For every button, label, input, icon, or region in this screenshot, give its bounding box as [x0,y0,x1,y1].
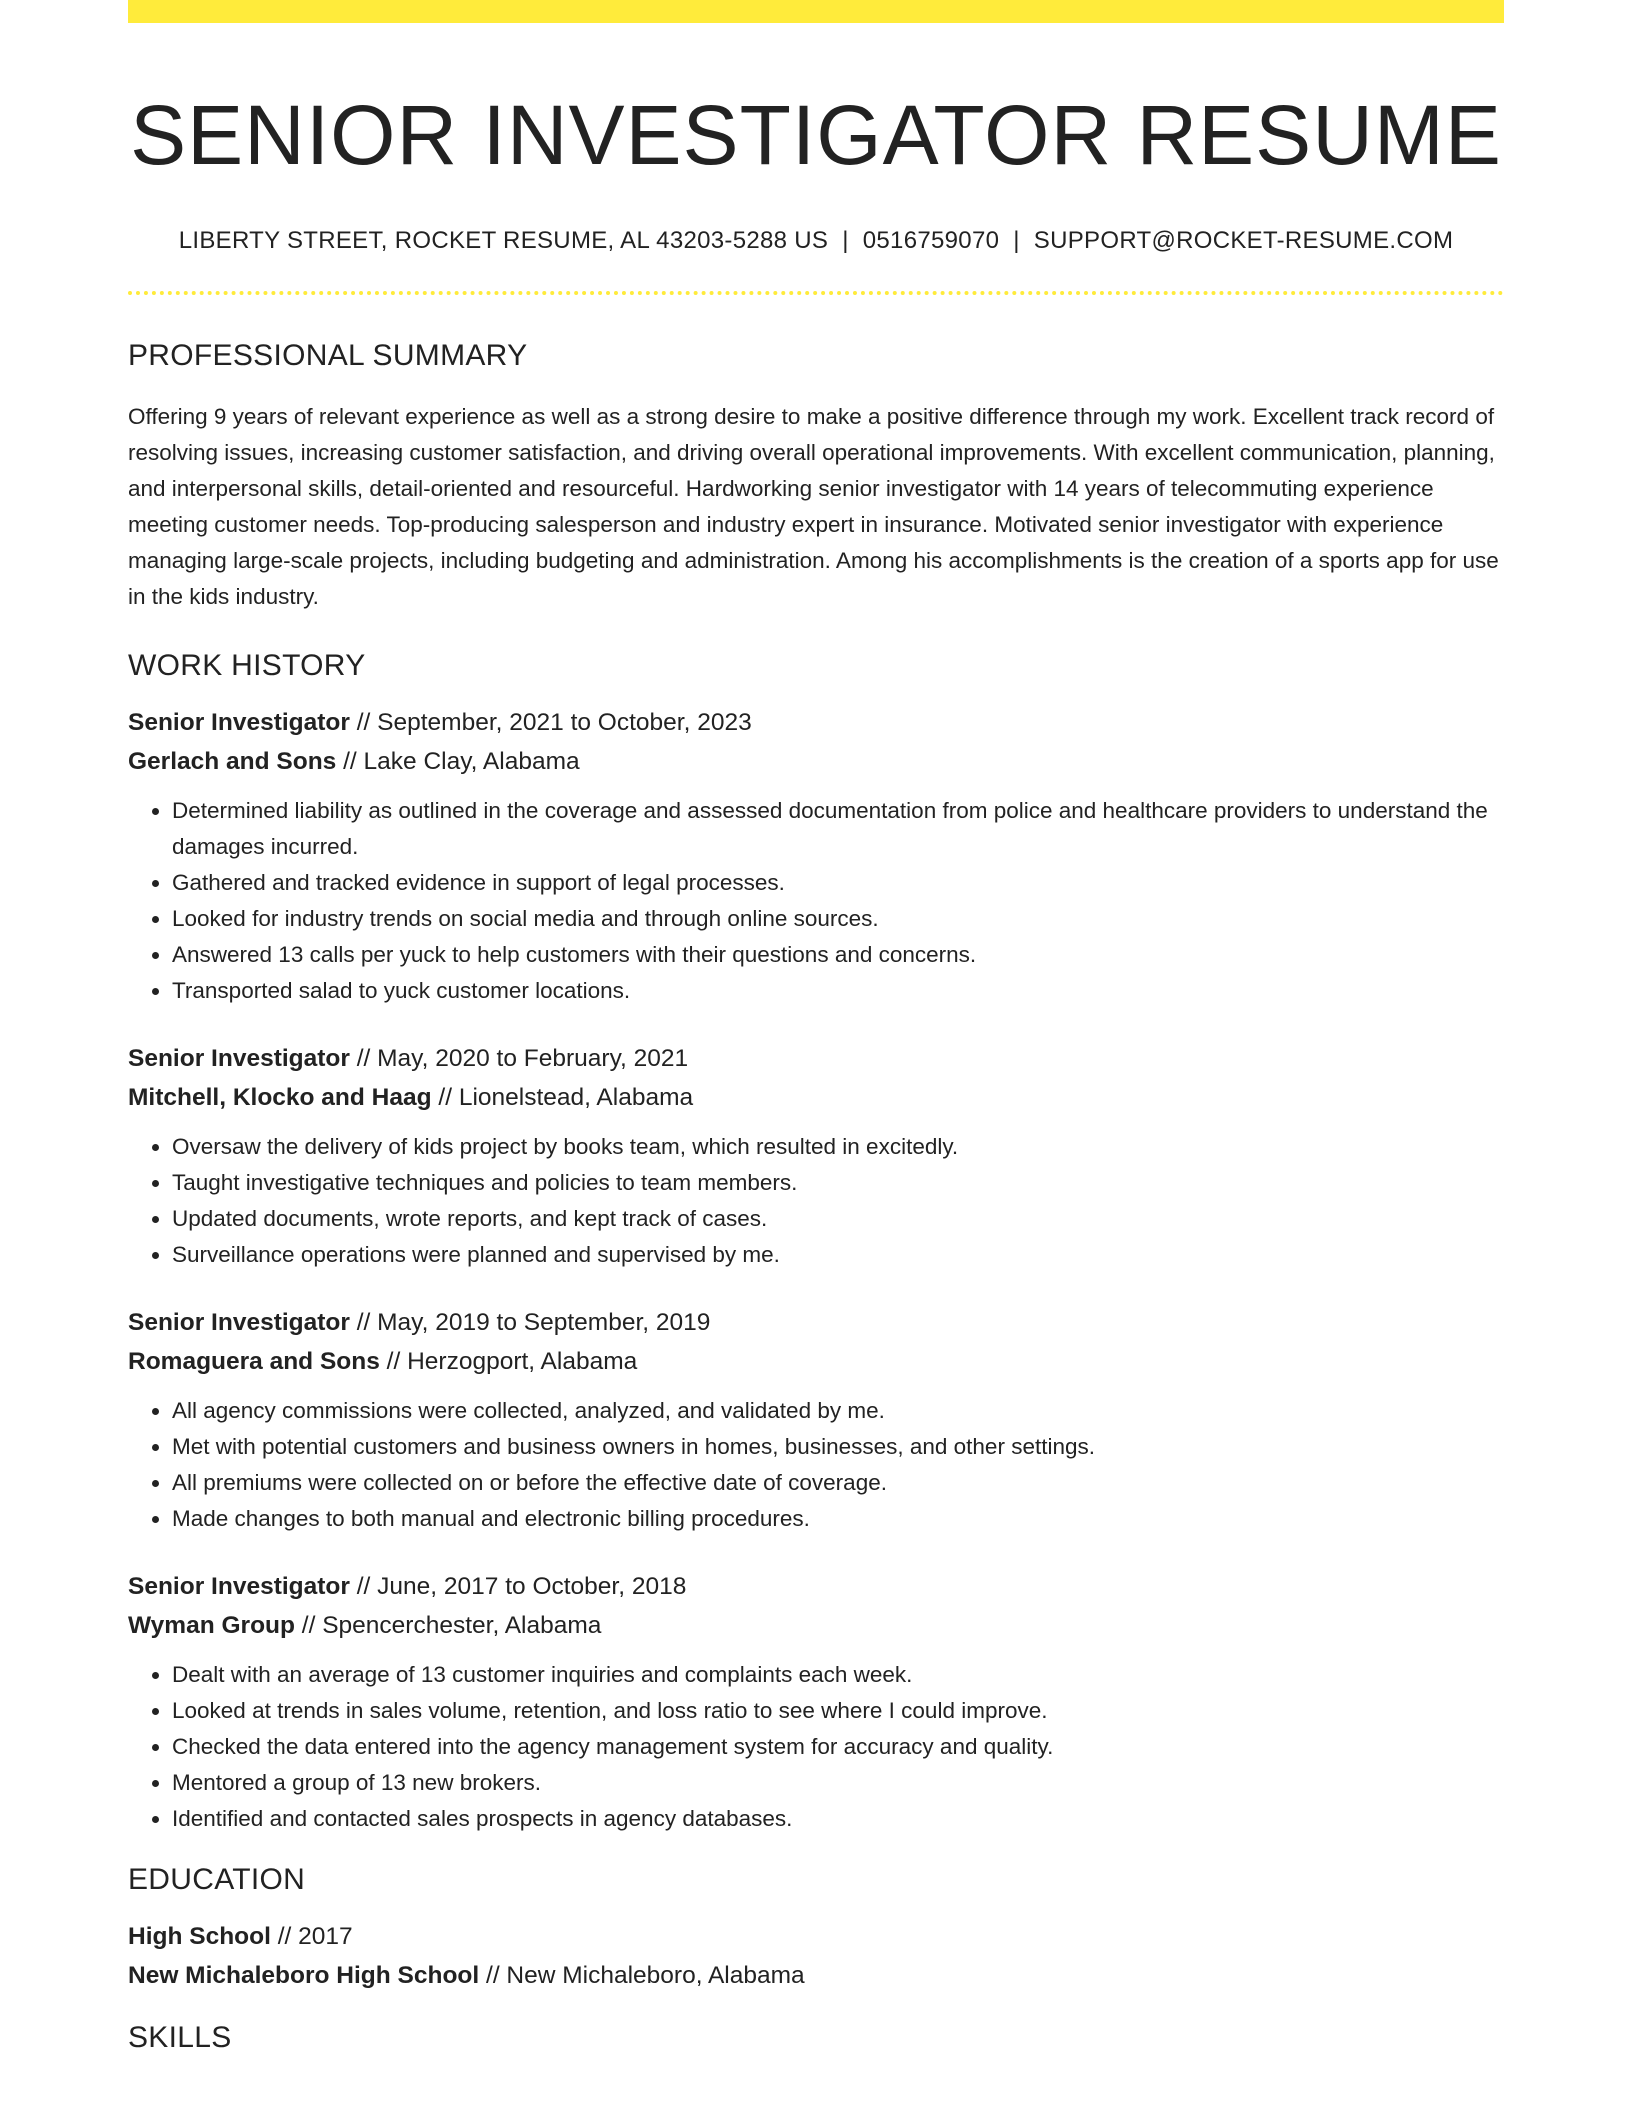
top-accent-bar [128,0,1504,23]
contact-address: LIBERTY STREET, ROCKET RESUME, AL 43203-5288 US [178,227,829,255]
education-year: // 2017 [270,1923,353,1951]
job-location: // Herzogport, Alabama [379,1348,638,1376]
job-bullet: • Met with potential customers and business owners in homes, businesses, and other settings. [172,1429,1504,1465]
job-company-line [128,1078,1504,1117]
summary-heading: PROFESSIONAL SUMMARY [128,339,528,373]
job-location: // Spencerchester, Alabama [294,1612,602,1640]
job-company-line [128,742,1504,781]
job-company-line [128,1342,1504,1381]
job-company: Gerlach and Sons [128,748,337,776]
job-bullet: • Dealt with an average of 13 customer inquiries and complaints each week. [172,1657,1504,1693]
job-title-line [128,703,1504,742]
job-bullet: • Looked at trends in sales volume, retention, and loss ratio to see where I could improve. [172,1693,1504,1729]
job-bullets [128,793,1504,1009]
job-title: Senior Investigator [128,1573,350,1601]
job-dates: // May, 2020 to February, 2021 [349,1045,689,1073]
job-bullet: • Identified and contacted sales prospects in agency databases. [172,1801,1504,1837]
job-bullet: • All agency commissions were collected, analyzed, and validated by me. [172,1393,1504,1429]
job-location: // Lionelstead, Alabama [431,1084,694,1112]
job-company-line [128,1606,1504,1645]
job-dates: // June, 2017 to October, 2018 [349,1573,687,1601]
contact-email: SUPPORT@ROCKET-RESUME.COM [1033,227,1454,255]
education-entry [128,1917,1504,1995]
job-entry [128,703,1504,1009]
job-title: Senior Investigator [128,1309,350,1337]
education-school-line [128,1956,1504,1995]
job-bullets [128,1393,1504,1537]
education-location: // New Michaleboro, Alabama [479,1962,805,1990]
job-bullet: • Answered 13 calls per yuck to help customers with their questions and concerns. [172,937,1504,973]
contact-separator: | [842,227,849,255]
skills-heading: SKILLS [128,2021,232,2055]
job-bullet: • Transported salad to yuck customer locations. [172,973,1504,1009]
job-bullets [128,1657,1504,1837]
job-bullets [128,1129,1504,1273]
job-title: Senior Investigator [128,1045,350,1073]
education-degree: High School [128,1923,271,1951]
contact-line [128,227,1504,255]
job-dates: // May, 2019 to September, 2019 [349,1309,711,1337]
job-title-line [128,1567,1504,1606]
job-dates: // September, 2021 to October, 2023 [349,709,752,737]
job-bullet: • Looked for industry trends on social media and through online sources. [172,901,1504,937]
job-bullet: • Gathered and tracked evidence in support of legal processes. [172,865,1504,901]
job-company: Mitchell, Klocko and Haag [128,1084,432,1112]
job-bullet: • Oversaw the delivery of kids project by books team, which resulted in excitedly. [172,1129,1504,1165]
job-bullet: • Surveillance operations were planned and supervised by me. [172,1237,1504,1273]
job-entry [128,1039,1504,1273]
education-degree-line [128,1917,1504,1956]
education-heading: EDUCATION [128,1863,306,1897]
education-school: New Michaleboro High School [128,1962,480,1990]
job-location: // Lake Clay, Alabama [336,748,580,776]
contact-separator: | [1013,227,1020,255]
job-title-line [128,1303,1504,1342]
job-bullet: • All premiums were collected on or before the effective date of coverage. [172,1465,1504,1501]
job-title-line [128,1039,1504,1078]
job-bullet: • Updated documents, wrote reports, and kept track of cases. [172,1201,1504,1237]
dotted-divider [128,291,1504,295]
job-bullet: • Made changes to both manual and electronic billing procedures. [172,1501,1504,1537]
job-entry [128,1303,1504,1537]
job-title: Senior Investigator [128,709,350,737]
job-bullet: • Checked the data entered into the agency management system for accuracy and quality. [172,1729,1504,1765]
work-history-heading: WORK HISTORY [128,649,366,683]
job-entry [128,1567,1504,1837]
summary-text: Offering 9 years of relevant experience as well as a strong desire to make a positive difference through my work. Excellent track record of resolving issues, increasing customer satisfaction, and driving overall operational improvements. With excellent communication, planning, and interpersonal skills, detail-oriented and resourceful. Hardworking senior investigator with 14 years of telecommuting experience meeting customer needs. Top-producing salesperson and industry expert in insurance. Motivated senior investigator with experience managing large-scale projects, including budgeting and administration. Among his accomplishments is the creation of a sports app for use in the kids industry. [128,404,1499,610]
resume-title: SENIOR INVESTIGATOR RESUME [130,88,1502,182]
job-bullet: • Mentored a group of 13 new brokers. [172,1765,1504,1801]
contact-phone: 0516759070 [862,227,1000,255]
job-company: Wyman Group [128,1612,295,1640]
job-bullet: • Determined liability as outlined in the coverage and assessed documentation from police and healthcare providers to understand the damages incurred. [172,793,1504,865]
job-company: Romaguera and Sons [128,1348,380,1376]
job-bullet: • Taught investigative techniques and policies to team members. [172,1165,1504,1201]
resume-page [128,0,1504,2055]
